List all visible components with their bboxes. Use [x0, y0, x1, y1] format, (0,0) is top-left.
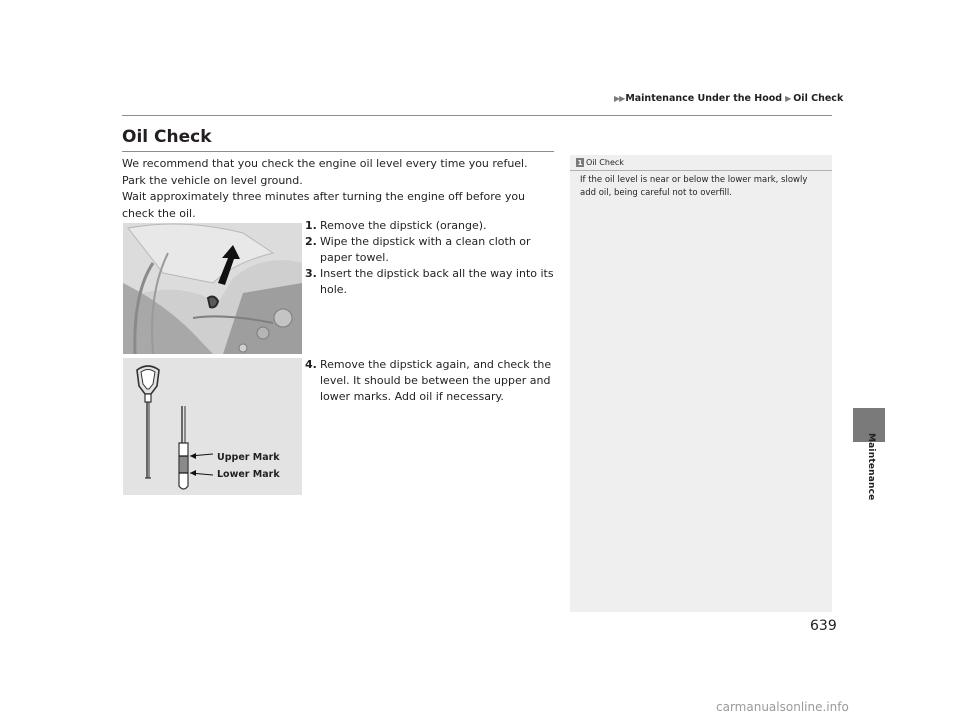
- intro-paragraph: [122, 156, 558, 222]
- step-item: [305, 218, 555, 234]
- step-text: Insert the dipstick back all the way into its hole.: [320, 267, 554, 296]
- header-divider: [122, 115, 832, 116]
- breadcrumb-arrow-icon: ▶: [785, 94, 792, 103]
- step-text: Wipe the dipstick with a clean cloth or paper towel.: [320, 235, 531, 264]
- step-number: 3.: [305, 267, 317, 280]
- step-number: 2.: [305, 235, 317, 248]
- lower-mark-label: Lower Mark: [217, 469, 280, 480]
- upper-mark-label: Upper Mark: [217, 452, 280, 463]
- intro-line: Wait approximately three minutes after turning the engine off before you check the oil.: [122, 190, 526, 220]
- note-heading: [576, 158, 624, 167]
- breadcrumb-section[interactable]: Maintenance Under the Hood: [625, 93, 783, 104]
- page-title: Oil Check: [122, 127, 212, 147]
- breadcrumb-page[interactable]: Oil Check: [793, 93, 844, 104]
- note-text: If the oil level is near or below the lower mark, slowly add oil, being careful not to overfill.: [580, 175, 808, 198]
- watermark-text: carmanualsonline.info: [716, 700, 849, 714]
- engine-bay-illustration: [123, 223, 302, 354]
- note-reference-badge: 1: [577, 158, 583, 167]
- step-item: [305, 266, 555, 298]
- intro-line: We recommend that you check the engine oil level every time you refuel.: [122, 157, 528, 170]
- breadcrumb-arrow-icon: ▶▶: [614, 94, 625, 103]
- note-title: Oil Check: [586, 158, 624, 167]
- chapter-tab-label[interactable]: Maintenance: [866, 433, 876, 501]
- page-number: 639: [810, 618, 837, 634]
- step-item: [305, 234, 555, 266]
- intro-line: Park the vehicle on level ground.: [122, 173, 303, 187]
- note-panel: [570, 155, 832, 612]
- step-text: Remove the dipstick again, and check the level. It should be between the upper and lower marks. Add oil if necessary.: [320, 358, 552, 403]
- step-number: 1.: [305, 219, 317, 232]
- note-divider: [570, 170, 832, 171]
- step-item: [305, 357, 555, 405]
- step-number: 4.: [305, 358, 317, 371]
- title-divider: [122, 151, 554, 152]
- breadcrumb: [614, 93, 843, 104]
- engine-bay-photo: [123, 223, 302, 354]
- step-text: Remove the dipstick (orange).: [320, 219, 487, 232]
